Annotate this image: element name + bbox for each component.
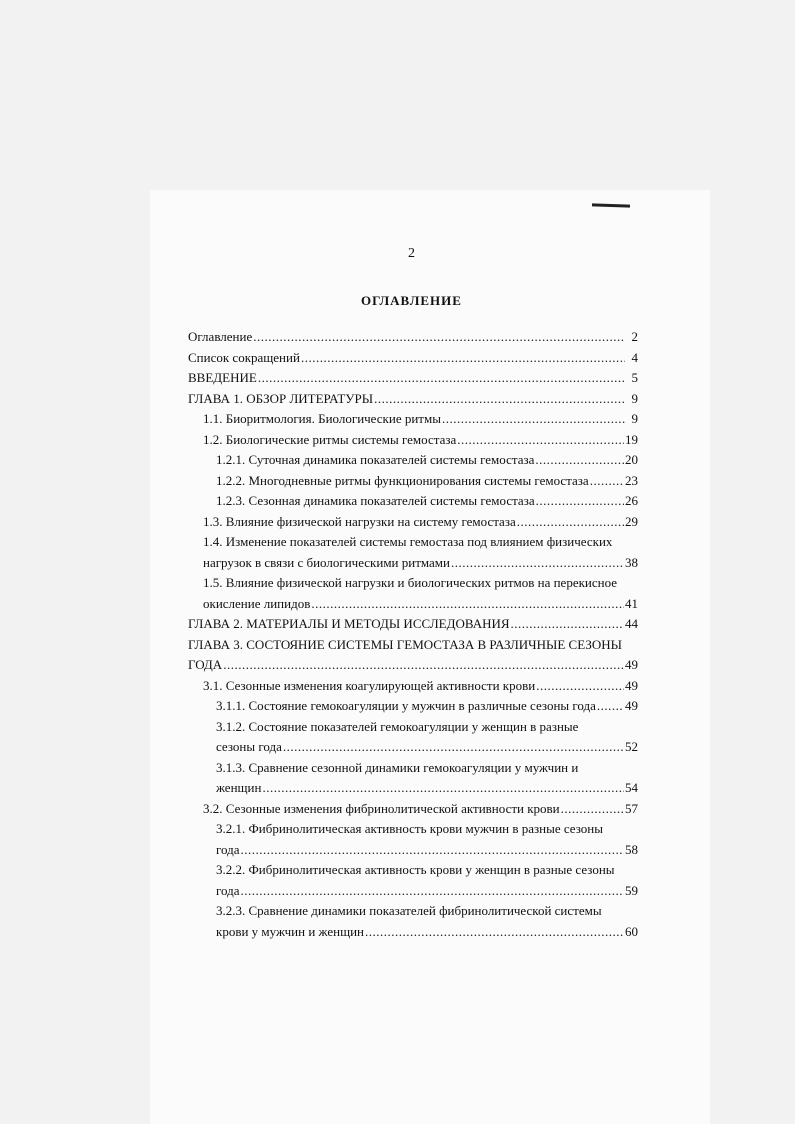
dot-leader — [258, 368, 625, 389]
toc-entry-text: 1.3. Влияние физической нагрузки на систему гемостаза — [203, 513, 516, 529]
toc-entry-row — [203, 409, 638, 430]
toc-entry[interactable] — [188, 348, 638, 369]
dot-leader — [262, 778, 624, 799]
toc-entry-row — [203, 799, 638, 820]
dot-leader — [301, 348, 625, 369]
dot-leader — [241, 881, 624, 902]
dot-leader — [561, 799, 624, 820]
toc-entry-row — [216, 450, 638, 471]
toc-entry-text: окисление липидов — [203, 595, 311, 611]
dot-leader — [457, 430, 624, 451]
toc-entry-text: Список сокращений — [188, 349, 300, 365]
toc-entry[interactable] — [188, 676, 638, 697]
toc-entry-text: ГЛАВА 2. МАТЕРИАЛЫ И МЕТОДЫ ИССЛЕДОВАНИЯ — [188, 616, 510, 631]
dot-leader — [311, 594, 624, 615]
toc-entry-text: года — [216, 882, 240, 898]
toc-entry-page-number: 29 — [625, 513, 638, 529]
toc-entry-page-number: 9 — [631, 390, 638, 406]
toc-entry-page-number: 57 — [625, 800, 638, 816]
toc-entry[interactable] — [188, 696, 638, 717]
toc-entry[interactable] — [188, 717, 638, 758]
toc-entry-text-line1: 1.4. Изменение показателей системы гемостаза под влиянием физических — [203, 534, 613, 549]
toc-entry-page-number: 49 — [625, 657, 638, 672]
toc-entry[interactable] — [188, 758, 638, 799]
toc-entry[interactable] — [188, 819, 638, 860]
page-number: 2 — [408, 246, 415, 261]
dot-leader — [241, 840, 624, 861]
toc-entry-row — [188, 655, 638, 676]
dot-leader — [536, 491, 624, 512]
toc-entry-row — [216, 737, 638, 758]
toc-entry-text-line1: 3.2.3. Сравнение динамики показателей фибринолитической системы — [216, 903, 602, 918]
toc-entry-text: 3.1.1. Состояние гемокоагуляции у мужчин в различные сезоны года — [216, 698, 596, 713]
toc-entry[interactable] — [188, 635, 638, 676]
toc-entry-text-line1: ГЛАВА 3. СОСТОЯНИЕ СИСТЕМЫ ГЕМОСТАЗА В РАЗЛИЧНЫЕ СЕЗОНЫ — [188, 636, 622, 652]
toc-entry[interactable] — [188, 368, 638, 389]
toc-entry-text: 1.2.2. Многодневные ритмы функционирования системы гемостаза — [216, 472, 589, 488]
toc-entry-row — [188, 389, 638, 410]
toc-entry-page-number: 49 — [625, 677, 638, 693]
dot-leader — [374, 389, 625, 410]
toc-entry-page-number: 26 — [625, 493, 638, 508]
dot-leader — [283, 737, 624, 758]
toc-entry-text: нагрузок в связи с биологическими ритмами — [203, 554, 450, 570]
toc-entry-text: ВВЕДЕНИЕ — [188, 370, 257, 385]
toc-entry-page-number: 5 — [631, 370, 638, 385]
toc-entry-page-number: 44 — [625, 616, 638, 631]
toc-entry[interactable] — [188, 491, 638, 512]
toc-entry-text-line1: 1.5. Влияние физической нагрузки и биологических ритмов на перекисное — [203, 575, 618, 590]
toc-entry-text-line1: 3.2.1. Фибринолитическая активность крови мужчин в разные сезоны — [216, 821, 603, 836]
toc-entry[interactable] — [188, 430, 638, 451]
toc-entry-text-line1: 3.1.3. Сравнение сезонной динамики гемокоагуляции у мужчин и — [216, 759, 579, 775]
toc-entry-text: года — [216, 841, 240, 857]
toc-entry-page-number: 38 — [625, 554, 638, 570]
toc-entry-page-number: 49 — [625, 698, 638, 713]
toc-entry[interactable] — [188, 901, 638, 942]
toc-entry-text: ГОДА — [188, 657, 223, 672]
toc-entry-text-line1: 3.1.2. Состояние показателей гемокоагуляции у женщин в разные — [216, 718, 579, 734]
toc-entry-row — [188, 368, 638, 389]
toc-entry-row — [188, 348, 638, 369]
toc-entry-row — [203, 676, 638, 697]
toc-entry-text: 1.2.1. Суточная динамика показателей системы гемостаза — [216, 452, 535, 467]
toc-entry-row — [216, 840, 638, 861]
toc-entry-row — [216, 778, 638, 799]
toc-entry[interactable] — [188, 614, 638, 635]
toc-entry-text: ГЛАВА 1. ОБЗОР ЛИТЕРАТУРЫ — [188, 390, 374, 406]
toc-entry-row — [188, 327, 638, 348]
toc-entry[interactable] — [188, 799, 638, 820]
toc-entry-page-number: 58 — [625, 841, 638, 857]
toc-entry-text: крови у мужчин и женщин — [216, 923, 364, 939]
toc-entry-text: Оглавление — [188, 329, 253, 344]
toc-entry-row — [203, 512, 638, 533]
toc-entry-page-number: 23 — [625, 472, 638, 488]
toc-entry-text: 1.2. Биологические ритмы системы гемостаза — [203, 431, 457, 447]
dot-leader — [517, 512, 624, 533]
toc-entry-row — [216, 491, 638, 512]
toc-entry-row — [216, 922, 638, 943]
toc-entry[interactable] — [188, 450, 638, 471]
toc-entry[interactable] — [188, 532, 638, 573]
dot-leader — [536, 676, 624, 697]
toc-entry-page-number: 59 — [625, 882, 638, 898]
toc-entry-text: 1.1. Биоритмология. Биологические ритмы — [203, 411, 441, 426]
toc-entry-text: сезоны года — [216, 739, 282, 754]
toc-entry[interactable] — [188, 327, 638, 348]
dot-leader — [451, 553, 624, 574]
toc-entry-row — [216, 881, 638, 902]
toc-entry-text: 3.2. Сезонные изменения фибринолитической активности крови — [203, 800, 560, 816]
toc-entry-page-number: 54 — [625, 780, 638, 795]
toc-entry[interactable] — [188, 512, 638, 533]
dot-leader — [365, 922, 624, 943]
toc-entry-page-number: 4 — [631, 349, 638, 365]
toc-entry-row — [216, 696, 638, 717]
dot-leader — [590, 471, 624, 492]
toc-entry[interactable] — [188, 409, 638, 430]
dot-leader — [597, 696, 624, 717]
dot-leader — [223, 655, 624, 676]
dot-leader — [442, 409, 625, 430]
toc-entry-page-number: 20 — [625, 452, 638, 467]
dot-leader — [253, 327, 625, 348]
toc-entry-text: 3.1. Сезонные изменения коагулирующей активности крови — [203, 677, 536, 693]
toc-entry-row — [216, 471, 638, 492]
toc-entry-row — [203, 594, 638, 615]
toc-entry-page-number: 52 — [625, 739, 638, 754]
toc-entry[interactable] — [188, 860, 638, 901]
table-of-contents — [188, 327, 638, 942]
toc-entry-row — [188, 614, 638, 635]
toc-entry-text-line1: 3.2.2. Фибринолитическая активность крови у женщин в разные сезоны — [216, 862, 615, 877]
toc-entry-row — [203, 553, 638, 574]
toc-title: ОГЛАВЛЕНИЕ — [361, 293, 462, 308]
toc-entry[interactable] — [188, 573, 638, 614]
dot-leader — [511, 614, 624, 635]
toc-entry-page-number: 19 — [625, 431, 638, 447]
toc-entry[interactable] — [188, 471, 638, 492]
toc-entry-text: женщин — [216, 780, 262, 795]
toc-entry-page-number: 9 — [631, 411, 638, 426]
toc-entry-page-number: 2 — [631, 329, 638, 344]
dot-leader — [535, 450, 624, 471]
toc-entry-row — [203, 430, 638, 451]
toc-entry-page-number: 60 — [625, 923, 638, 939]
toc-entry[interactable] — [188, 389, 638, 410]
toc-entry-text: 1.2.3. Сезонная динамика показателей системы гемостаза — [216, 493, 535, 508]
toc-entry-page-number: 41 — [625, 595, 638, 611]
